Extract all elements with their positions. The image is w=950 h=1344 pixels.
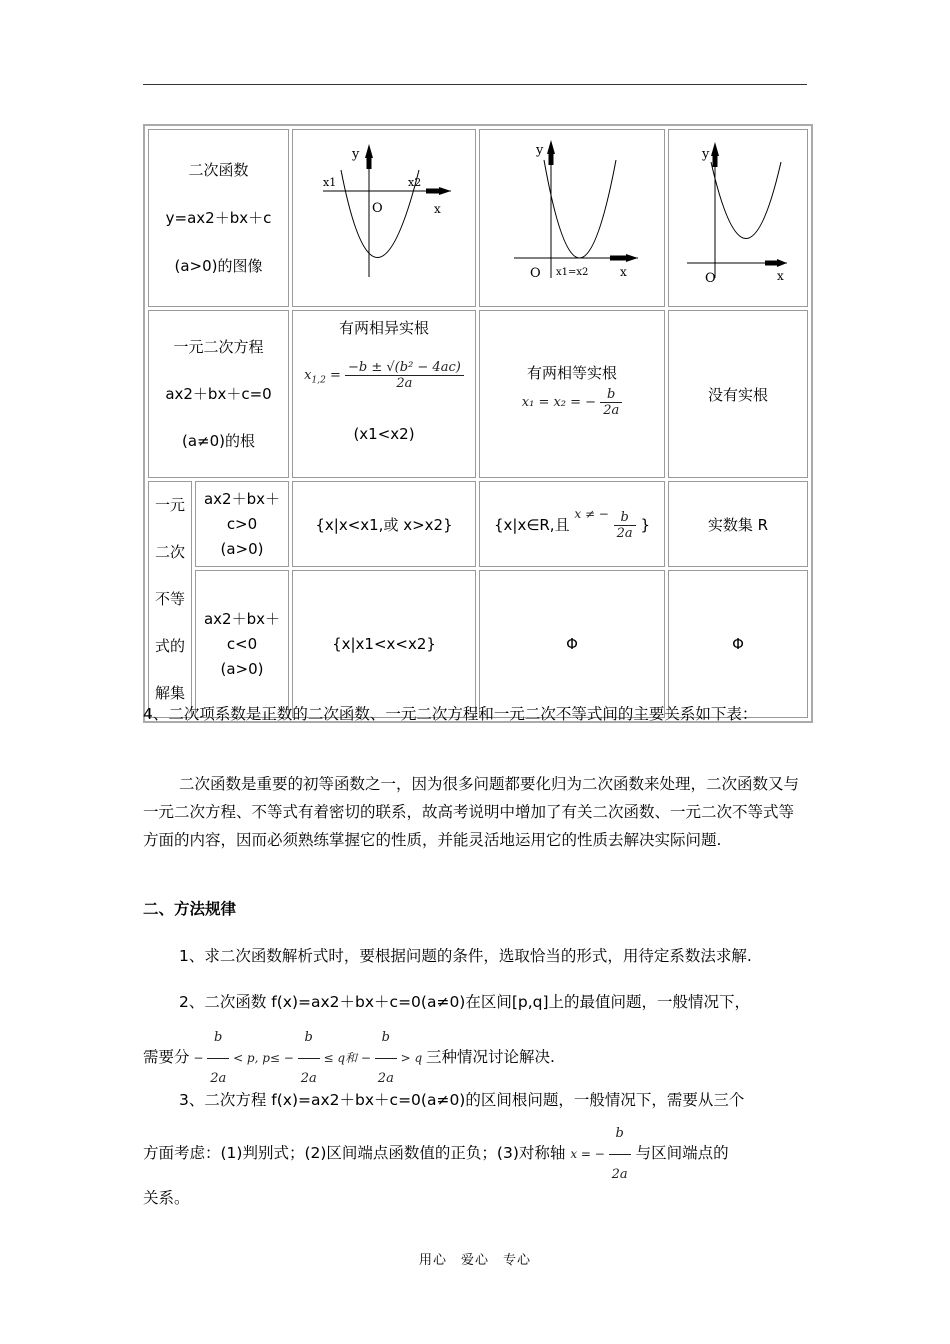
svg-text:O: O [372, 201, 383, 216]
ineq-gt-equal-roots: {x|x∈R,且 $^{x \ne -}$ $\frac{b}{2a}$ } [479, 481, 665, 567]
row-label-equation: 一元二次方程 ax2＋bx＋c=0 (a≠0)的根 [148, 310, 289, 478]
page-footer: 用心 爱心 专心 [418, 1253, 531, 1268]
intro-paragraph: 二次函数是重要的初等函数之一，因为很多问题都要化归为二次函数来处理，二次函数又与一元二次方程、不等式有着密切的联系，故高考说明中增加了有关二次函数、一元二次不等式等方面的内容，因而必须熟练掌握它的性质，并能灵活地运用它的性质去解决实际问题. [143, 775, 800, 849]
svg-text:x: x [434, 202, 441, 216]
svg-text:O: O [705, 271, 716, 286]
svg-text:O: O [530, 266, 541, 281]
ineq-lt-two-roots: {x|x1<x<x2} [292, 570, 476, 718]
svg-text:x2: x2 [408, 176, 422, 189]
svg-text:y: y [702, 147, 710, 162]
rule-3-line-3: 关系。 [143, 1189, 190, 1207]
svg-text:x: x [777, 269, 784, 283]
equal-roots-cell [479, 310, 665, 478]
graph-two-roots [292, 129, 476, 307]
graph-double-root [479, 129, 665, 307]
ineq-lt-no-root: Φ [668, 570, 808, 718]
equal-roots-title: 有两相等实根 [526, 364, 617, 382]
header-rule [143, 84, 807, 85]
equal-root-formula: x₁ = x₂ = − $\frac{b}{2a}$ [480, 387, 664, 418]
table-row-graph [148, 129, 808, 307]
svg-text:x1=x2: x1=x2 [556, 267, 589, 278]
ineq-lt-label: ax2＋bx＋ c<0 (a>0) [195, 570, 289, 718]
rule-3-line-2: 方面考虑：(1)判别式；(2)区间端点函数值的正负；(3)对称轴 x = − $\frac{b}{2a}$ 与区间端点的 [143, 1114, 807, 1195]
table-row-roots [148, 310, 808, 478]
graph-no-root [668, 129, 808, 307]
svg-text:y: y [352, 147, 360, 162]
row-label-function: 二次函数 y=ax2＋bx＋c (a>0)的图像 [148, 129, 289, 307]
quadratic-formula: $x_{1,2}$ = $\frac{\text{−b ± √(b² − 4ac)}}{2a}$ [293, 360, 475, 391]
table-row-ineq-gt [148, 481, 808, 567]
root-order-note: (x1<x2) [353, 425, 415, 443]
table-row-ineq-lt [148, 570, 808, 718]
two-distinct-roots-title: 有两相异实根 [338, 319, 429, 337]
paragraph-4: 4、二次项系数是正数的二次函数、一元二次方程和一元二次不等式间的主要关系如下表： [143, 705, 758, 723]
quadratic-relation-table [143, 124, 813, 723]
rule-3-line-1: 3、二次方程 f(x)=ax2＋bx＋c=0(a≠0)的区间根问题，一般情况下，需要从三个 [179, 1091, 745, 1109]
ineq-gt-no-root: 实数集 R [668, 481, 808, 567]
rule-2-line-1: 2、二次函数 f(x)=ax2＋bx＋c=0(a≠0)在区间[p,q]上的最值问题，一般情况下， [179, 993, 751, 1011]
section-heading: 二、方法规律 [143, 900, 237, 918]
ineq-lt-equal-roots: Φ [479, 570, 665, 718]
ineq-gt-two-roots: {x|x<x1,或 x>x2} [292, 481, 476, 567]
svg-text:y: y [536, 143, 544, 158]
ineq-gt-label: ax2＋bx＋ c>0 (a>0) [195, 481, 289, 567]
two-distinct-roots-cell [292, 310, 476, 478]
no-real-root-cell: 没有实根 [668, 310, 808, 478]
rule-2-line-2: 需要分 − $\frac{b}{2a}$ < p, p≤ − $\frac{b}{2a}$ ≤ q和 − $\frac{b}{2a}$ > q 三种情况讨论解决. [143, 1018, 807, 1099]
svg-text:x1: x1 [323, 176, 337, 189]
row-label-inequality: 一元 二次 不等 式的 解集 [148, 481, 192, 718]
rule-1: 1、求二次函数解析式时，要根据问题的条件，选取恰当的形式，用待定系数法求解. [179, 947, 752, 965]
svg-text:x: x [620, 265, 627, 279]
